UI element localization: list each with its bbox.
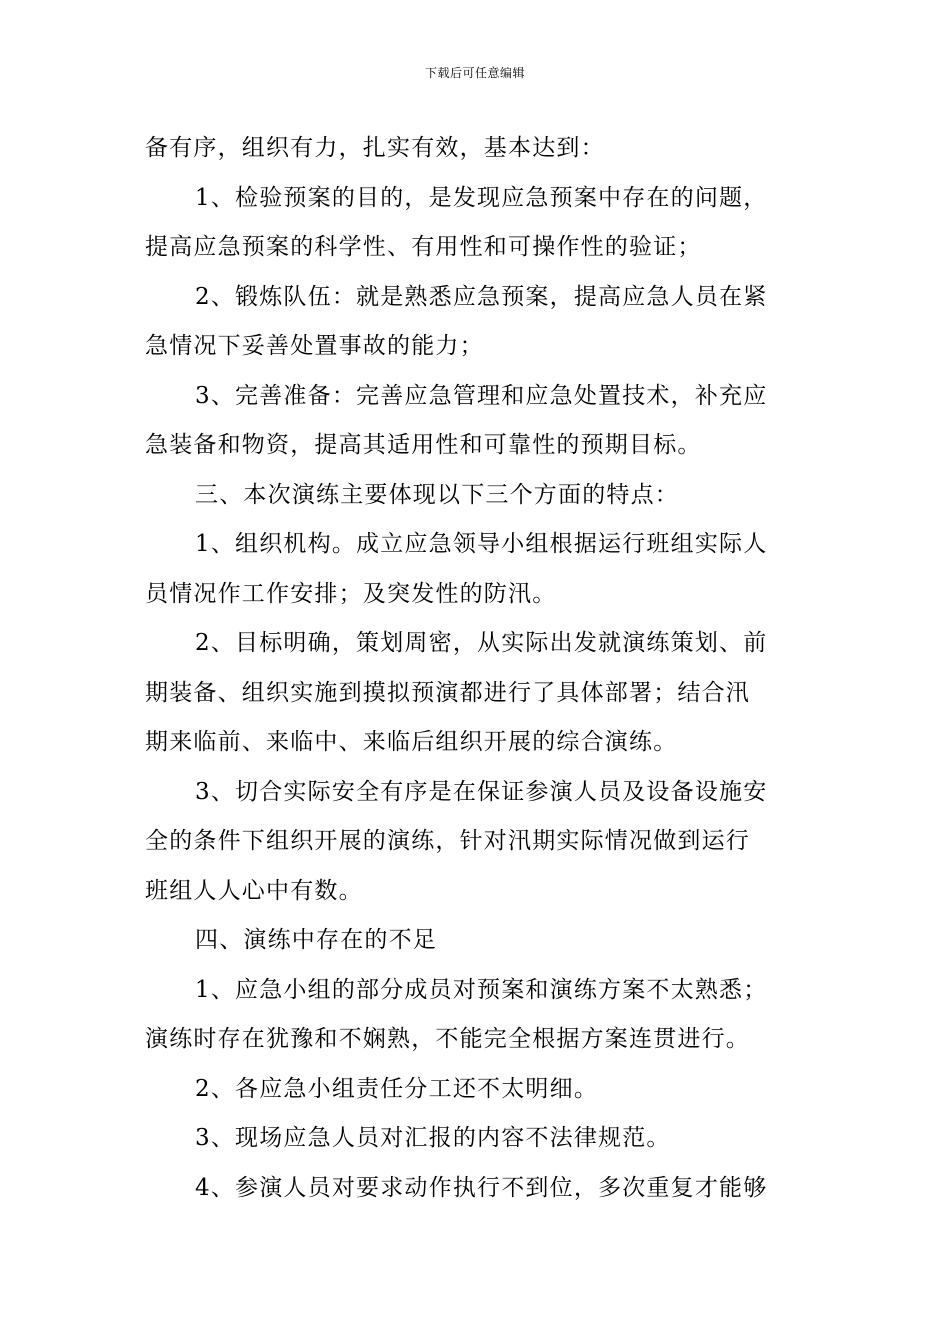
text-line: 1、应急小组的部分成员对预案和演练方案不太熟悉； — [195, 976, 768, 1003]
text-line: 1、组织机构。成立应急领导小组根据运行班组实际人 — [195, 531, 768, 557]
text-line: 2、目标明确，策划周密，从实际出发就演练策划、前 — [195, 630, 768, 656]
text-line: 3、现场应急人员对汇报的内容不法律规范。 — [195, 1125, 671, 1151]
document-body — [145, 124, 810, 1213]
text-line: 备有序，组织有力，扎实有效，基本达到： — [145, 135, 605, 161]
text-line: 演练时存在犹豫和不娴熟，不能完全根据方案连贯进行。 — [145, 1026, 750, 1052]
text-line: 期来临前、来临中、来临后组织开展的综合演练。 — [145, 729, 678, 755]
text-line: 急装备和物资，提高其适用性和可靠性的预期目标。 — [145, 432, 702, 458]
text-line: 提高应急预案的科学性、有用性和可操作性的验证； — [145, 234, 702, 260]
text-line: 员情况作工作安排；及突发性的防汛。 — [145, 580, 557, 607]
text-line: 2、锻炼队伍：就是熟悉应急预案，提高应急人员在紧 — [195, 283, 768, 310]
text-line: 3、完善准备：完善应急管理和应急处置技术，补充应 — [195, 382, 768, 409]
section-heading: 三、本次演练主要体现以下三个方面的特点： — [195, 481, 679, 508]
section-heading: 四、演练中存在的不足 — [195, 927, 437, 953]
text-line: 期装备、组织实施到摸拟预演都进行了具体部署；结合汛 — [145, 679, 750, 706]
text-line: 全的条件下组织开展的演练，针对汛期实际情况做到运行 — [145, 828, 750, 854]
text-line: 班组人人心中有数。 — [145, 877, 363, 904]
text-line: 4、参演人员对要求动作执行不到位，多次重复才能够 — [195, 1174, 768, 1201]
page-header: 下载后可任意编辑 — [424, 66, 525, 80]
text-line: 急情况下妥善处置事故的能力； — [145, 333, 484, 359]
text-line: 1、检验预案的目的，是发现应急预案中存在的问题， — [195, 184, 768, 211]
text-line: 2、各应急小组责任分工还不太明细。 — [195, 1075, 599, 1102]
text-line: 3、切合实际安全有序是在保证参演人员及设备设施安 — [195, 778, 768, 805]
